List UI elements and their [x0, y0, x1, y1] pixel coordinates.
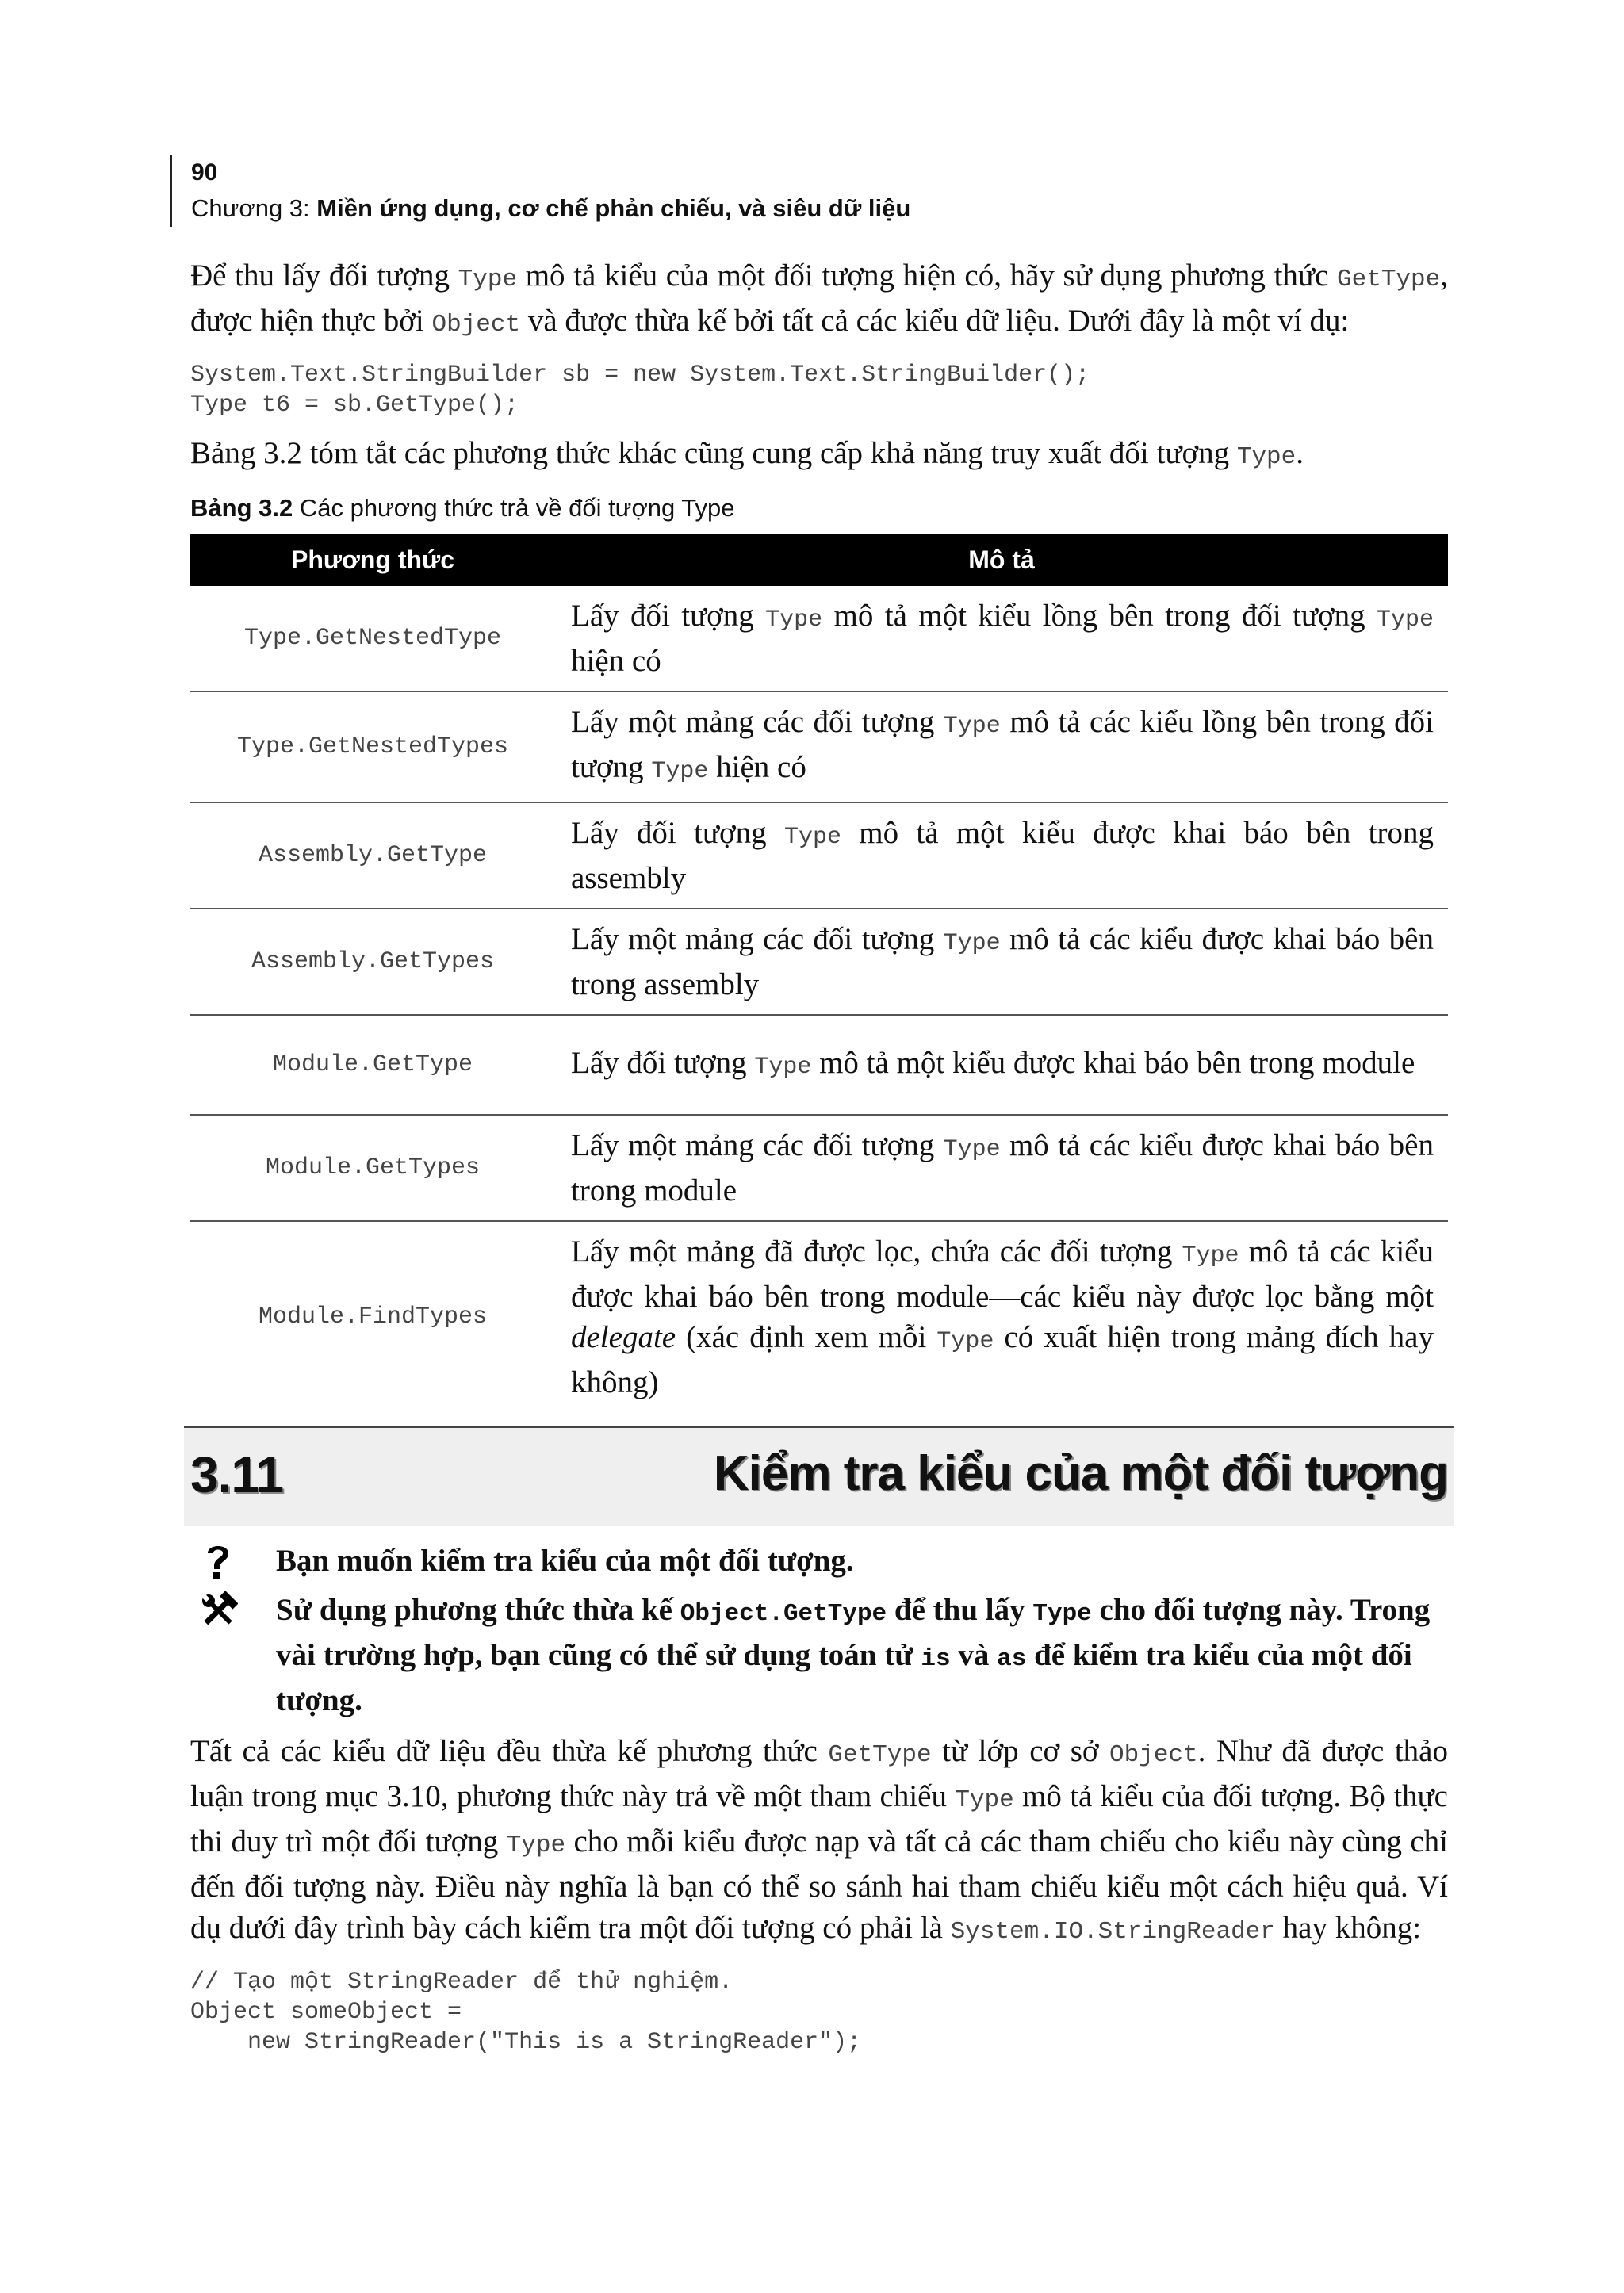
text: mô tả một kiểu được khai báo bên trong assembly [571, 816, 1434, 895]
text: để kiểm tra kiểu của một đối tượng. [276, 1638, 1412, 1717]
text: mô tả các kiểu được khai báo bên trong module—các kiểu này được lọc bằng một [571, 1235, 1434, 1314]
emphasis: delegate [571, 1320, 676, 1354]
text: và [950, 1638, 998, 1672]
inline-code: Type [783, 824, 841, 851]
inline-code: Type [943, 1136, 1001, 1163]
inline-code: Type [506, 1832, 566, 1859]
section-title: Kiểm tra kiểu của một đối tượng [713, 1446, 1448, 1501]
text: mô tả kiểu của đối tượng. Bộ thực thi duy trì một đối tượng [190, 1779, 1448, 1859]
description-cell [555, 691, 1448, 802]
inline-code: Type [765, 607, 823, 634]
table-row [190, 1015, 1448, 1115]
inline-code: Type [458, 266, 518, 293]
text: có xuất hiện trong mảng đích hay không) [571, 1320, 1434, 1399]
description-cell [555, 909, 1448, 1015]
text: mô tả kiểu của một đối tượng hiện có, hãy sử dụng phương thức [517, 258, 1338, 293]
text: . Như đã được thảo luận trong mục 3.10, phương thức này trả về một tham chiếu [190, 1734, 1448, 1813]
method-cell: Module.GetTypes [190, 1115, 555, 1221]
text: Lấy một mảng đã được lọc, chứa các đối tượng [571, 1235, 1182, 1269]
inline-code: Object [1109, 1741, 1198, 1769]
text: Sử dụng phương thức thừa kế [276, 1593, 680, 1627]
discussion-paragraph [190, 1731, 1448, 1953]
column-header-description: Mô tả [555, 534, 1448, 586]
text: Lấy đối tượng [571, 1045, 755, 1080]
inline-code: is [921, 1645, 951, 1673]
table-caption-label: Bảng 3.2 [190, 494, 293, 522]
inline-code: Type [1376, 607, 1434, 634]
inline-code: Type [936, 1328, 994, 1355]
problem-text: Bạn muốn kiểm tra kiểu của một đối tượng. [276, 1544, 854, 1578]
tools-icon [198, 1590, 238, 1631]
description-cell [555, 1015, 1448, 1115]
text: Để thu lấy đối tượng [190, 258, 458, 293]
intro-paragraph [190, 255, 1448, 346]
problem-statement [190, 1541, 1448, 1582]
text: Lấy một mảng các đối tượng [571, 1128, 944, 1162]
text: , được hiện thực bởi [190, 258, 1448, 338]
text: (xác định xem mỗi [676, 1320, 937, 1354]
methods-table [190, 534, 1448, 1412]
inline-code: Type [651, 758, 709, 785]
inline-code: Type [943, 930, 1001, 957]
chapter-prefix: Chương 3: [191, 194, 317, 222]
page-header [170, 155, 910, 227]
chapter-heading [191, 190, 910, 227]
text: mô tả các kiểu được khai báo bên trong module [571, 1128, 1434, 1208]
inline-code: Type [1182, 1242, 1239, 1269]
table-row [190, 802, 1448, 909]
text: mô tả các kiểu được khai báo bên trong assembly [571, 922, 1434, 1001]
code-block-stringreader: // Tạo một StringReader để thử nghiệm. Object someObject = new StringReader("This is a StringReader"); [190, 1969, 862, 2056]
text: hay không: [1274, 1911, 1422, 1945]
description-cell [555, 802, 1448, 909]
inline-code: System.IO.StringReader [950, 1918, 1275, 1946]
method-cell: Type.GetNestedType [190, 586, 555, 691]
method-cell: Module.FindTypes [258, 1303, 488, 1330]
method-cell: Type.GetNestedTypes [190, 691, 555, 802]
method-cell: Assembly.GetType [190, 802, 555, 909]
text: mô tả một kiểu được khai báo bên trong module [811, 1045, 1415, 1080]
text: Bảng 3.2 tóm tắt các phương thức khác cũng cung cấp khả năng truy xuất đối tượng [190, 436, 1237, 470]
section-heading-bar [184, 1426, 1454, 1526]
summary-paragraph [190, 433, 1448, 478]
section-number: 3.11 [190, 1446, 284, 1503]
code-block-stringbuilder: System.Text.StringBuilder sb = new System.Text.StringBuilder(); Type t6 = sb.GetType(); [190, 362, 1090, 419]
inline-code: Object.GetType [680, 1600, 887, 1628]
description-cell [555, 1115, 1448, 1221]
text: hiện có [571, 644, 661, 678]
column-header-method: Phương thức [190, 534, 555, 586]
table-row [190, 909, 1448, 1015]
description-cell [555, 1221, 1448, 1412]
text: . [1296, 436, 1304, 470]
table-row [190, 586, 1448, 691]
inline-code: Type [1032, 1600, 1092, 1628]
inline-code: Type [955, 1786, 1014, 1814]
method-cell: Module.GetType [190, 1015, 555, 1115]
description-cell [555, 586, 1448, 691]
text: Lấy đối tượng [571, 599, 766, 633]
text: Lấy một mảng các đối tượng [571, 705, 944, 739]
text: mô tả một kiểu lồng bên trong đối tượng [822, 599, 1377, 633]
table-row [190, 1115, 1448, 1221]
page-content [190, 255, 1448, 2058]
inline-code: Type [754, 1053, 812, 1081]
table-caption [190, 494, 1448, 523]
table-row [190, 691, 1448, 802]
inline-code: as [997, 1645, 1027, 1673]
inline-code: Type [1236, 443, 1297, 471]
text: cho đối tượng này. Trong vài trường hợp, bạn cũng có thể sử dụng toán tử [276, 1593, 1431, 1672]
inline-code: GetType [1337, 266, 1441, 293]
table-header-row [190, 534, 1448, 586]
text: Tất cả các kiểu dữ liệu đều thừa kế phương thức [190, 1734, 829, 1768]
inline-code: Object [431, 311, 521, 339]
text: cho mỗi kiểu được nạp và tất cả các tham chiếu cho kiểu này cùng chỉ đến đối tượng này. Điều này nghĩa là bạn có thể so sánh hai tham chiếu kiểu một cách hiệu quả. Ví dụ dưới đây trình bày cách kiểm tra một đối tượng có phải là [190, 1824, 1448, 1945]
text: mô tả các kiểu lồng bên trong đối tượng [571, 705, 1434, 784]
method-cell: Assembly.GetTypes [190, 909, 555, 1015]
chapter-title: Miền ứng dụng, cơ chế phản chiếu, và siêu dữ liệu [316, 194, 911, 222]
question-icon [198, 1541, 238, 1582]
text: hiện có [708, 750, 806, 784]
solution-statement [190, 1590, 1448, 1721]
text: Lấy đối tượng [571, 816, 784, 850]
text: và được thừa kế bởi tất cả các kiểu dữ liệu. Dưới đây là một ví dụ: [520, 304, 1350, 338]
inline-code: GetType [828, 1741, 932, 1769]
table-row [190, 1221, 1448, 1412]
inline-code: Type [943, 713, 1001, 740]
text: để thu lấy [887, 1593, 1033, 1627]
table-caption-text: Các phương thức trả về đối tượng Type [293, 494, 735, 522]
page-number: 90 [191, 159, 218, 186]
text: Lấy một mảng các đối tượng [571, 922, 944, 956]
text: từ lớp cơ sở [931, 1734, 1110, 1768]
